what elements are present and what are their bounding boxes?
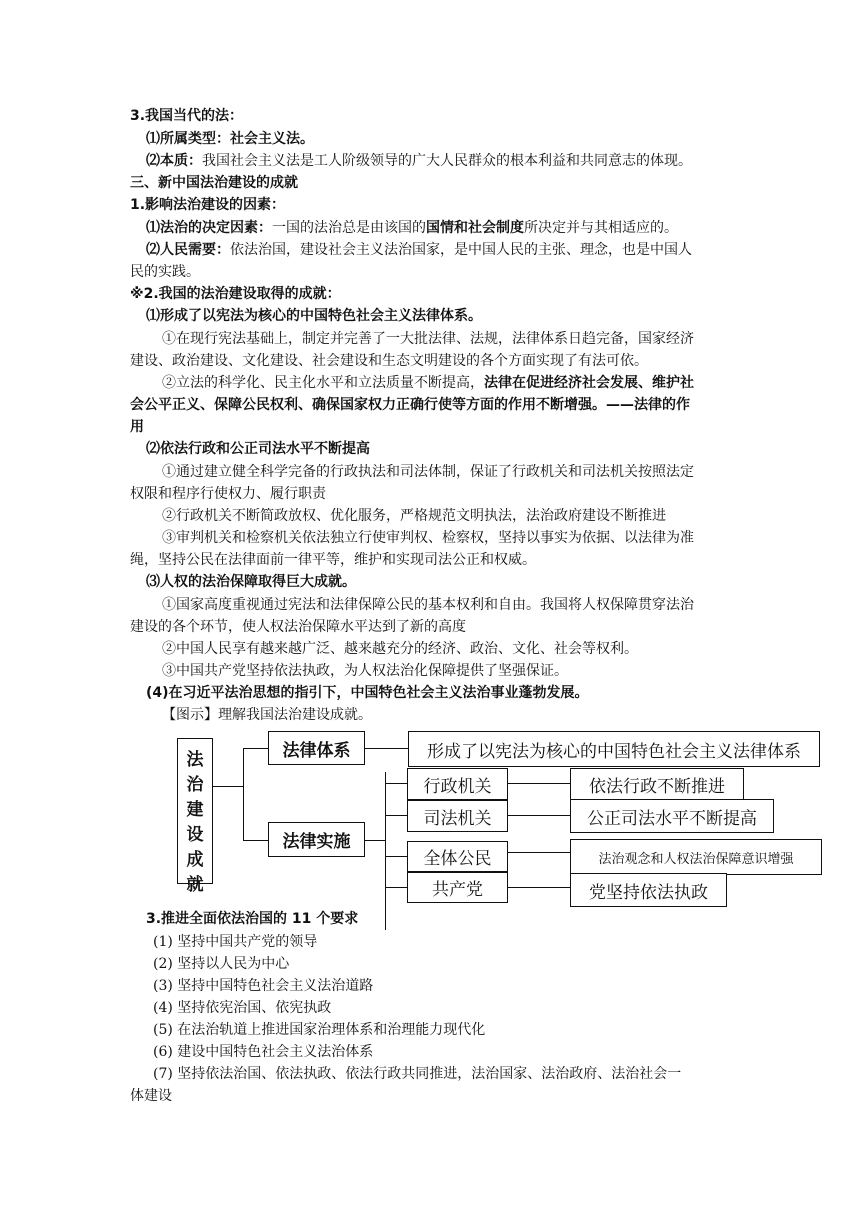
connector [243,748,244,841]
list-item: (3) 坚持中国特色社会主义法治道路 [153,978,374,994]
list-item: (7) 坚持依法治国、依法执政、依法行政共同推进，法治国家、法治政府、法治社会一 [153,1066,682,1082]
diagram-root [177,738,213,895]
citizens-desc-box: 法治观念和人权法治保障意识增强 [570,839,822,875]
list-item-continuation: 体建设 [130,1088,172,1104]
connector [365,840,385,841]
paragraph: ②行政机关不断简政放权、优化服务，严格规范文明执法，法治政府建设不断推进 [162,508,666,524]
connector [243,748,269,749]
paragraph [146,219,678,237]
paragraph: ③中国共产党坚持依法执政，为人权法治化保障提供了坚强保证。 [162,663,568,679]
root-char: 法 [186,750,204,770]
legal-system-desc-box: 形成了以宪法为核心的中国特色社会主义法律体系 [408,731,820,767]
paragraph: 权限和程序行使权力、履行职责 [130,486,326,502]
list-item: (5) 在法治轨道上推进国家治理体系和治理能力现代化 [153,1022,486,1038]
paragraph: ①国家高度重视通过宪法和法律保障公民的基本权利和自由。我国将人权保障贯穿法治 [162,597,694,613]
paragraph: 建设、政治建设、文化建设、社会建设和生态文明建设的各个方面实现了有法可依。 [130,353,648,369]
bold-text: 法律在促进经济社会发展、维护社 [484,375,694,391]
paragraph: ①在现行宪法基础上，制定并完善了一大批法律、法规，法律体系日趋完备，国家经济 [162,331,694,347]
root-char: 成 [186,850,204,870]
subheading: ⑶人权的法治保障取得巨大成就。 [146,574,356,590]
party-desc-box: 党坚持依法执政 [570,873,727,907]
subheading: ⑴形成了以宪法为核心的中国特色社会主义法律体系。 [146,308,482,324]
root-char: 就 [186,875,204,895]
paragraph: 绳，坚持公民在法律面前一律平等，维护和实现司法公正和权威。 [130,552,536,568]
admin-box: 行政机关 [407,768,508,800]
paragraph [146,241,692,259]
list-item: (2) 坚持以人民为中心 [153,956,290,972]
item-label: ⑵本质： [146,153,202,169]
judicial-desc-box: 公正司法水平不断提高 [570,799,774,833]
list-item: (6) 建设中国特色社会主义法治体系 [153,1044,374,1060]
connector [385,815,407,816]
legal-implementation-box: 法律实施 [268,822,365,857]
item-value: 社会主义法。 [230,131,314,147]
text: 所决定并与其相适应的。 [524,220,678,236]
paragraph [146,130,314,148]
paragraph: 民的实践。 [130,264,200,280]
subheading: ※2.我国的法治建设取得的成就： [130,286,341,302]
subheading: 3.推进全面依法治国的 11 个要求 [146,911,359,927]
connector [385,783,407,784]
item-label: ⑴所属类型： [146,131,230,147]
paragraph: 建设的各个环节，使人权法治保障水平达到了新的高度 [130,619,466,635]
connector [213,786,243,787]
legal-system-box: 法律体系 [268,731,365,765]
text: 一国的法治总是由该国的 [272,220,426,236]
list-item: (1) 坚持中国共产党的领导 [153,934,318,950]
party-box: 共产党 [407,872,508,903]
connector [385,856,407,857]
subheading: 1.影响法治建设的因素： [130,197,286,213]
section-title: 3.我国当代的法： [130,108,244,124]
text: 依法治国，建设社会主义法治国家，是中国人民的主张、理念，也是中国人 [230,242,692,258]
admin-desc-box: 依法行政不断推进 [570,768,744,801]
item-label: ⑴法治的决定因素： [146,220,272,236]
connector [508,783,570,784]
connector [508,815,570,816]
paragraph [162,374,694,392]
subheading: ⑵依法行政和公正司法水平不断提高 [146,441,370,457]
connector [385,772,386,930]
paragraph: 用 [130,419,144,435]
paragraph: ①通过建立健全科学完备的行政执法和司法体制，保证了行政机关和司法机关按照法定 [162,464,694,480]
judicial-box: 司法机关 [407,800,508,832]
root-char: 建 [186,800,204,820]
root-char: 治 [186,775,204,795]
citizens-box: 全体公民 [407,841,508,872]
paragraph: ③审判机关和检察机关依法独立行使审判权、检察权，坚持以事实为依据、以法律为准 [162,530,694,546]
connector [508,852,570,853]
heading: 三、新中国法治建设的成就 [130,175,298,191]
item-value: 我国社会主义法是工人阶级领导的广大人民群众的根本利益和共同意志的体现。 [202,153,692,169]
subheading: (4)在习近平法治思想的指引下，中国特色社会主义法治事业蓬勃发展。 [146,685,589,701]
bold-text: 国情和社会制度 [426,220,524,236]
figure-caption: 【图示】理解我国法治建设成就。 [162,707,372,723]
connector [365,748,409,749]
text: ②立法的科学化、民主化水平和立法质量不断提高， [162,375,484,391]
paragraph: 会公平正义、保障公民权利、确保国家权力正确行使等方面的作用不断增强。——法律的作 [130,397,690,413]
paragraph: ②中国人民享有越来越广泛、越来越充分的经济、政治、文化、社会等权利。 [162,641,638,657]
connector [508,887,570,888]
paragraph [146,152,692,170]
connector [243,840,269,841]
connector [385,887,407,888]
list-item: (4) 坚持依宪治国、依宪执政 [153,1000,332,1016]
item-label: ⑵人民需要： [146,242,230,258]
root-char: 设 [186,825,204,845]
